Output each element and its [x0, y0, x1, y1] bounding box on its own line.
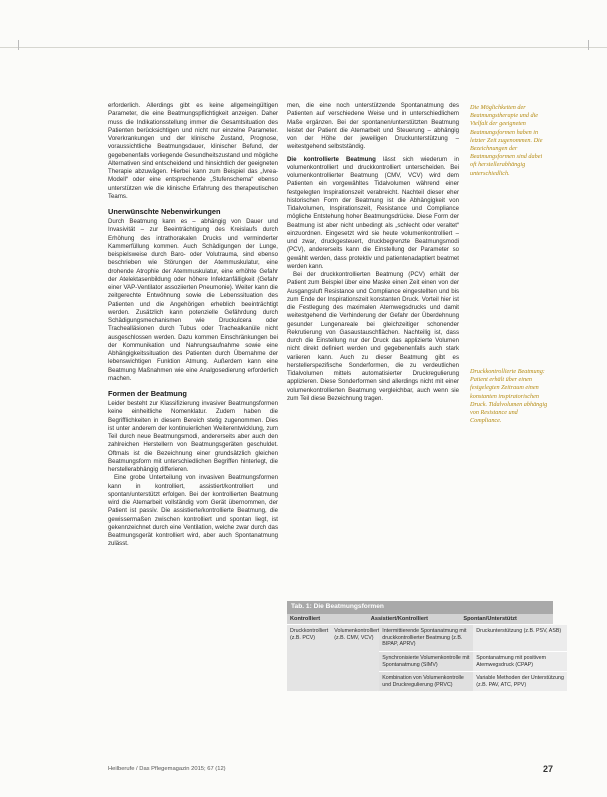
footer-publication: Heilberufe / Das Pflegemagazin 2015; 67 (12) [108, 766, 226, 772]
header-cell: Spontan/Unterstützt [463, 615, 517, 622]
table-cell: Druckunterstützung (z.B. PSV, ASB) [473, 625, 567, 651]
table-cell: Synchronisierte Volumenkontrolle mit Spontanatmung (SIMV) [379, 652, 473, 671]
beatmungsformen-table [287, 601, 564, 691]
section-heading-nebenwirkungen: Unerwünschte Nebenwirkungen [108, 207, 221, 216]
table-cell: Spontanatmung mit positivem Atemwegsdruck (CPAP) [473, 652, 567, 671]
paragraph: erforderlich. Allerdings gibt es keine allgemeingültigen Parameter, die eine Beatmungspflichtigkeit anzeigen. Daher muss die Indikationsstellung immer die Gesamtsituation des Patienten berücksichtigen und nicht nur einzelne Parameter. Vorerkrankungen und der klinische Zustand, Prognose, voraussichtliche Beatmungsdauer, klinischer Befund, der gegebenenfalls vorliegende Gesundheitszustand und mögliche Alternativen sind entscheidend und hinsichtlich der geeigneten Therapie abzuwägen. Hierbei kann zum Beispiel das „Ivrea-Modell“ oder eine entsprechende „Stufenschema“ ebenso unterstützen wie die klinische Erfahrung des therapeutischen Teams. [108, 102, 278, 200]
paragraph: Eine grobe Unterteilung von invasiven Beatmungsformen kann in kontrolliert, assistiert/kontrolliert und spontan/unterstützt erfolgen. Bei der kontrollierten Beatmung wird die Atemarbeit vollständig vom Gerät übernommen, der Patient ist passiv. Die assistierte/kontrollierte Beatmung, die gewissermaßen zwischen kontrolliert und spontan liegt, ist gekennzeichnet durch eine Ventilation, welche zwar durch das Beatmungsgerät kontrolliert wird, aber auch Spontanatmung zulässt. [108, 474, 278, 548]
table-rows [379, 625, 567, 691]
crop-mark [18, 40, 19, 50]
paragraph [287, 156, 459, 272]
paragraph: men, die eine noch unterstützende Spontanatmung des Patienten auf verschiedene Weise und in unterschiedlichem Maße ergänzen. Bei der spontanen/unterstützten Beatmung leistet der Patient die Atemarbeit und Steuerung – abhängig von der Höhe der jeweiligen Druckunterstützung – weitestgehend selbstständig. [287, 102, 459, 151]
paragraph: Leider besteht zur Klassifizierung invasiver Beatmungsformen keine einheitliche Nomenklatur. Zudem haben die Begrifflichkeiten in diesem Bereich stetig zugenommen. Dies ist unter anderem der kontinuierlichen Weiterentwicklung, zum Teil durch neue Beatmungsmodi, andererseits aber auch den zahlreichen Herstellern von Beatmungsgeräten geschuldet. Oftmals ist die Bezeichnung einer grundsätzlich gleichen Beatmungsform mit unterschiedlichen Begriffen hinterlegt, die herstellerabhängig differieren. [108, 400, 278, 473]
table-title: Tab. 1: Die Beatmungsformen [287, 601, 553, 614]
table-cell: Druckkontrolliert (z.B. PCV) [287, 625, 331, 691]
left-column [108, 102, 278, 549]
table-row [379, 625, 567, 651]
table-body [287, 625, 564, 691]
top-rule [0, 47, 607, 48]
header-cell: Kontrolliert [290, 615, 321, 622]
table-cell: Intermittierende Spontanatmung mit druckkontrollierter Beatmung (z.B. BIPAP, APRV) [379, 625, 473, 651]
bold-lead: Die kontrollierte Beatmung [287, 155, 376, 163]
table-cell: Volumenkontrolliert (z.B. CMV, VCV) [331, 625, 379, 691]
paragraph-text: lässt sich wiederum in volumenkontrolliert und druckkontrolliert unterscheiden. Bei volumenkontrollierter Beatmung (CMV, VCV) wird dem Patienten ein vorgewähltes Tidalvolumen während einer festgelegten Inspirationszeit verabreicht. Nachteil dieser eher historischen Form der Beatmung ist die Abhängigkeit von Tidalvolumen, Inspirationszeit, Resistance und Compliance mögliche Entstehung hoher Beatmungsdrücke. Diese Form der Beatmung ist aber nicht unbedingt als „schlecht oder veraltet“ einzuordnen. Eingesetzt wird sie heute volumenkontrolliert – und zwar, druckgesteuert, druckbegrenzte Beatmungsmodi (PCV), andererseits kann die Einstellung der Parameter so gewählt werden, dass protektiv und patientenadaptiert beatmet werden kann. [287, 155, 459, 270]
paragraph: Bei der druckkontrollierten Beatmung (PCV) erhält der Patient zum Beispiel über eine Maske einen Zeit einen von der Ausgangsluft Resistance und Compliance eingestellten und bis zum Ende der Inspirationszeit konstanten Druck. Vorteil hier ist die Festlegung des maximalen Atemwegsdrucks und damit weitestgehend die Verhinderung der Gefahr der Überdehnung gesunder Lungenareale bei gleichzeitiger schonender Rekrutierung von Gasaustauschflächen. Nachteilig ist, dass durch die Einstellung nur der Druck das applizierte Volumen nicht direkt definiert werden und gegebenenfalls auch stark variieren kann. Auch zu dieser Beatmung gibt es herstellerspezifische Sonderformen, die zu verdeutlichen Tidalvolumen mittels automatisierter Druckregulierung applizieren. Diese Sonderformen sind allerdings nicht mit einer volumenkontrollierten Beatmung vergleichbar, auch wenn sie zum Teil diese Bezeichnung tragen. [287, 271, 459, 402]
crop-mark [588, 40, 589, 50]
table-row [379, 671, 567, 691]
table-cell: Variable Methoden der Unterstützung (z.B. PAV, ATC, PPV) [473, 672, 567, 691]
paragraph: Durch Beatmung kann es – abhängig von Dauer und Invasivität – zur Beeinträchtigung des Kreislaufs durch Erhöhung des intrathorakalen Drucks und verminderter Kammerfüllung kommen. Auch Schädigungen der Lunge, beispielsweise durch Baro- oder Volutrauma, sind ebenso beschrieben wie Störungen der Atemmuskulatur, eine drohende Atrophie der Atemmuskulatur, eine erhöhte Gefahr der Atelektasenbildung oder höhere Infektanfälligkeit (Gefahr einer VAP-Ventilator assoziierten Pneumonie). Weiter kann die zeitgerechte Entwöhnung sowie die Lebenssituation des Patienten und die Angehörigen erheblich beeinträchtigt werden. Zusätzlich kann potenzielle Gefährdung durch Schädigungsmechanismen wie Druckulcera oder Trachealläsionen durch Tubus oder Trachealkanüle nicht ausgeschlossen werden. Dazu kommen Einschränkungen bei der Kommunikation und Nahrungsaufnahme sowie eine Abhängigkeitssituation des Patienten durch Übernahme der lebenswichtigen Funktion Atmung. Außerdem kann eine Beatmung Maßnahmen wie eine Analgosedierung erforderlich machen. [108, 218, 278, 382]
margin-note: Die Möglichkeiten der Beatmungstherapie und die Vielfalt der geeigneten Beatmungsformen haben in letzter Zeit zugenommen. Die Bezeichnungen der Beatmungsformen sind dabei oft herstellerabhängig unterschiedlich. [470, 104, 543, 177]
table-header [287, 614, 553, 626]
table-row [379, 651, 567, 671]
header-cell: Assistiert/Kontrolliert [370, 615, 428, 622]
section-heading-formen: Formen der Beatmung [108, 389, 187, 398]
page-number: 27 [542, 764, 553, 774]
table-cell: Kombination von Volumenkontrolle und Druckregulierung (PRVC) [379, 672, 473, 691]
margin-note: Druckkontrollierte Beatmung: Patient erhält über einen festgelegten Zeitraum einen konstanten inspiratorischen Druck. Tidalvolumen abhängig von Resistance und Compliance. [470, 368, 548, 425]
middle-column [287, 102, 459, 403]
